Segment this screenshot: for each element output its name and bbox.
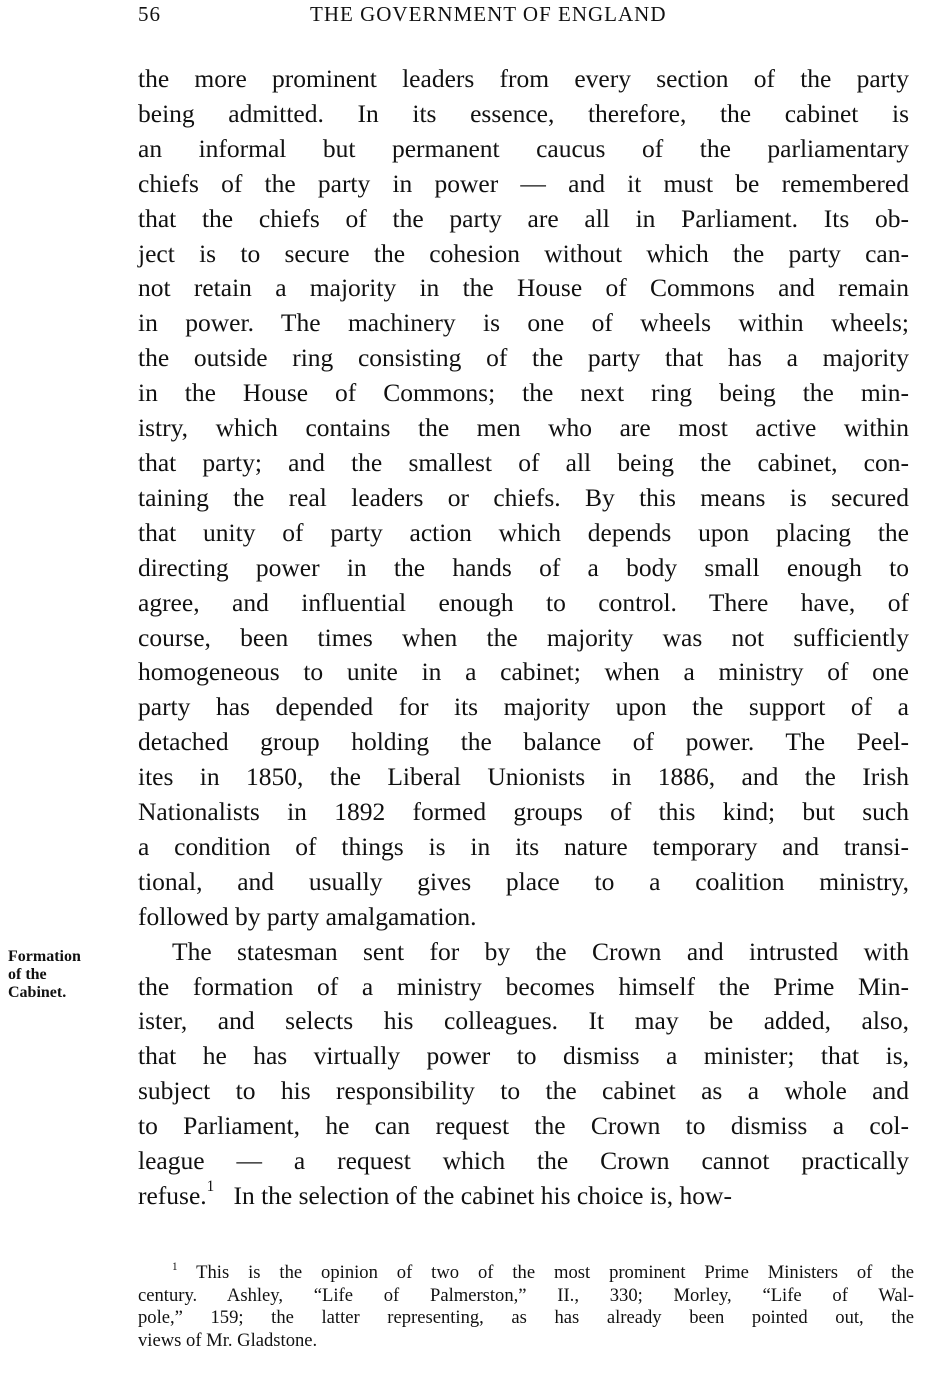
text-line: not retain a majority in the House of Commons and remain [138,273,909,303]
footnote-line: views of Mr. Gladstone. [138,1329,318,1351]
text-line: the more prominent leaders from every section of the party [138,64,909,93]
text-fragment: This is the opinion of two of the most prominent Prime Ministers of the [196,1262,914,1283]
text-line: in the House of Commons; the next ring being the min- [138,378,909,408]
text-line: that party; and the smallest of all being the cabinet, con- [138,447,909,477]
text-line: that the chiefs of the party are all in Parliament. Its ob- [138,203,909,233]
margin-note-line: of the [8,966,47,983]
text-line: directing power in the hands of a body small enough to [138,552,909,582]
text-line: ites in 1850, the Liberal Unionists in 1886, and the Irish [138,762,909,792]
text-line: detached group holding the balance of power. The Peel- [138,727,909,757]
footnote [138,1262,914,1352]
text-line: tional, and usually gives place to a coalition ministry, [138,866,909,896]
text-line: followed by party amalgamation. [138,901,477,931]
margin-note-line: Cabinet. [8,984,67,1001]
text-line: istry, which contains the men who are most active within [138,413,909,443]
text-line: Nationalists in 1892 formed groups of this kind; but such [138,797,909,827]
text-line: that unity of party action which depends upon placing the [138,517,909,547]
page-number: 56 [138,2,161,26]
text-line: a condition of things is in its nature temporary and transi- [138,831,909,861]
text-line: subject to his responsibility to the cabinet as a whole and [138,1076,909,1106]
text-line: The statesman sent for by the Crown and intrusted with [172,936,909,966]
text-line: the formation of a ministry becomes himself the Prime Min- [138,971,909,1001]
text-line: the outside ring consisting of the party that has a majority [138,343,909,373]
text-line: chiefs of the party in power — and it must be remembered [138,168,909,198]
text-line: agree, and influential enough to control. There have, of [138,587,909,617]
text-line: ject is to secure the cohesion without which the party can- [138,238,909,268]
margin-note [8,948,118,1002]
text-fragment: refuse. [138,1181,207,1210]
text-line: an informal but permanent caucus of the parliamentary [138,133,909,163]
body-text [138,62,909,1214]
footnote-marker: 1 [172,1261,178,1273]
text-line: homogeneous to unite in a cabinet; when a ministry of one [138,657,909,687]
footnote-line [138,1262,914,1285]
text-line: to Parliament, he can request the Crown to dismiss a col- [138,1111,909,1141]
margin-note-line: Formation [8,948,81,965]
text-line: league — a request which the Crown cannot practically [138,1146,909,1176]
text-line: taining the real leaders or chiefs. By this means is secured [138,482,909,512]
text-line: that he has virtually power to dismiss a minister; that is, [138,1041,909,1071]
running-head: THE GOVERNMENT OF ENGLAND [310,2,667,26]
text-line: party has depended for its majority upon the support of a [138,692,909,722]
page-header [0,0,939,28]
text-line: being admitted. In its essence, therefore, the cabinet is [138,98,909,128]
footnote-line: pole,” 159; the latter representing, as has already been pointed out, the [138,1307,914,1328]
text-line: ister, and selects his colleagues. It may be added, also, [138,1006,909,1036]
text-line: course, been times when the majority was not sufficiently [138,622,909,652]
footnote-reference: 1 [206,1178,215,1195]
text-fragment: In the selection of the cabinet his choice is, how- [233,1181,732,1210]
footnote-line: century. Ashley, “Life of Palmerston,” II., 330; Morley, “Life of Wal- [138,1284,914,1306]
text-line: in power. The machinery is one of wheels within wheels; [138,308,909,338]
text-line [138,1179,909,1214]
